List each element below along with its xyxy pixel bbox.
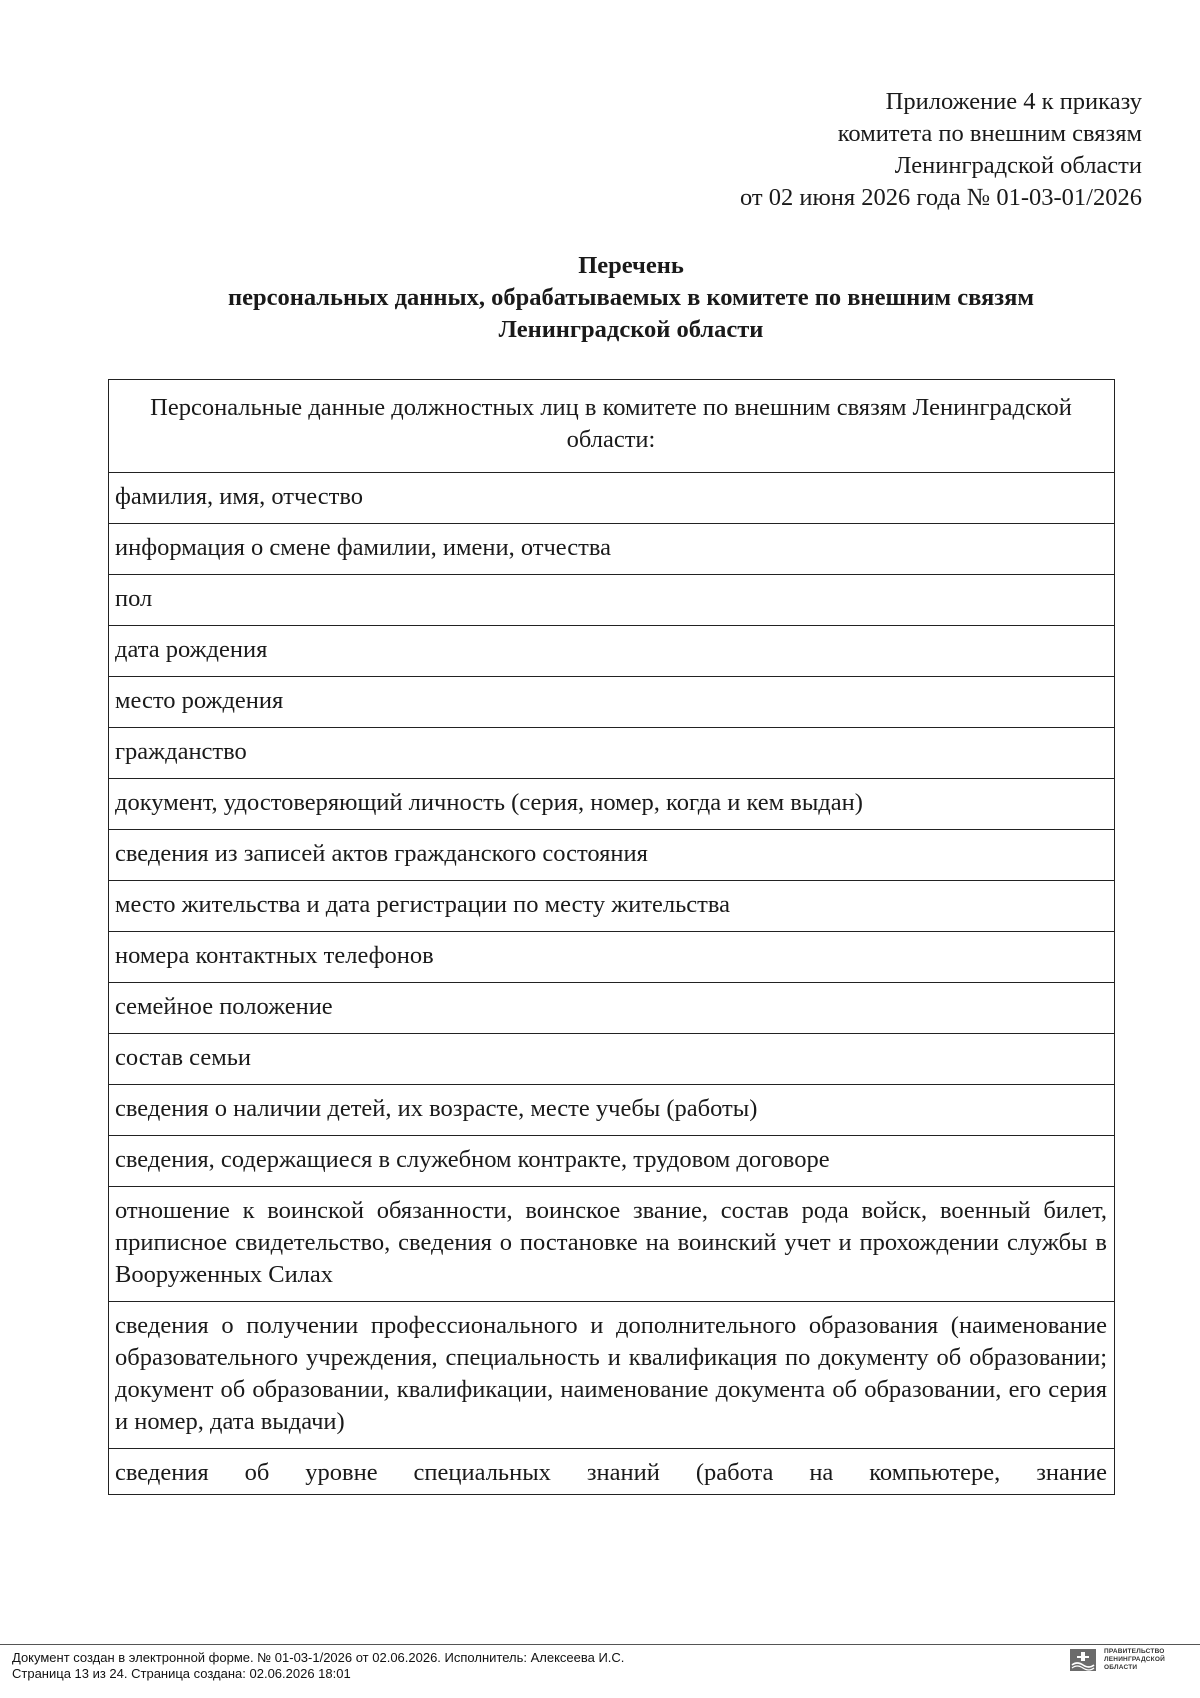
table-row xyxy=(109,779,1115,830)
table-row-partial xyxy=(109,1449,1115,1495)
table-cell: сведения о получении профессионального и дополнительного образования (наименование образовательного учреждения, специальность и квалификация по документу об образовании; документ об образовании, квалификации, наименование документа об образовании, его серия и номер, дата выдачи) xyxy=(109,1302,1115,1449)
coat-of-arms-icon xyxy=(1070,1649,1096,1671)
footer-line-1: Документ создан в электронной форме. № 01-03-1/2026 от 02.06.2026. Исполнитель: Алексеева И.С. xyxy=(12,1650,625,1665)
table-cell: место рождения xyxy=(109,677,1115,728)
table-row xyxy=(109,1187,1115,1302)
approval-line: комитета по внешним связям xyxy=(837,120,1142,147)
logo-line: ЛЕНИНГРАДСКОЙ xyxy=(1104,1656,1165,1663)
title-line: персональных данных, обрабатываемых в комитете по внешним связям xyxy=(227,284,1035,311)
approval-line: от 02 июня 2026 года № 01-03-01/2026 xyxy=(739,184,1142,211)
table-cell-partial xyxy=(109,1449,1115,1495)
table-row xyxy=(109,728,1115,779)
table-row xyxy=(109,830,1115,881)
table-row xyxy=(109,932,1115,983)
table-cell: место жительства и дата регистрации по месту жительства xyxy=(109,881,1115,932)
government-logo-text xyxy=(1104,1648,1165,1672)
table-row xyxy=(109,983,1115,1034)
table-cell-partial-text: сведения об уровне специальных знаний (работа на компьютере, знание xyxy=(115,1459,1107,1486)
table-row xyxy=(109,1034,1115,1085)
table-cell: номера контактных телефонов xyxy=(109,932,1115,983)
table-cell: документ, удостоверяющий личность (серия, номер, когда и кем выдан) xyxy=(109,779,1115,830)
table-cell: сведения о наличии детей, их возрасте, месте учебы (работы) xyxy=(109,1085,1115,1136)
table-cell: сведения, содержащиеся в служебном контракте, трудовом договоре xyxy=(109,1136,1115,1187)
document-footer xyxy=(12,1650,624,1682)
document-title xyxy=(0,250,1200,346)
government-logo xyxy=(1070,1648,1165,1672)
logo-line: ОБЛАСТИ xyxy=(1104,1664,1138,1671)
logo-line: ПРАВИТЕЛЬСТВО xyxy=(1104,1648,1165,1655)
table-row xyxy=(109,1085,1115,1136)
footer-divider xyxy=(0,1644,1200,1645)
approval-line: Приложение 4 к приказу xyxy=(885,88,1142,115)
table-cell: состав семьи xyxy=(109,1034,1115,1085)
table-row xyxy=(109,677,1115,728)
table-row xyxy=(109,575,1115,626)
table-row xyxy=(109,473,1115,524)
table-row xyxy=(109,524,1115,575)
table-header-row xyxy=(109,380,1115,473)
table-row xyxy=(109,881,1115,932)
table-cell: информация о смене фамилии, имени, отчества xyxy=(109,524,1115,575)
table-cell: отношение к воинской обязанности, воинское звание, состав рода войск, военный билет, приписное свидетельство, сведения о постановке на воинский учет и прохождении службы в Вооруженных Силах xyxy=(109,1187,1115,1302)
table-cell: сведения из записей актов гражданского состояния xyxy=(109,830,1115,881)
table-row xyxy=(109,1136,1115,1187)
title-line: Ленинградской области xyxy=(498,316,764,343)
table-row xyxy=(109,626,1115,677)
table-cell: гражданство xyxy=(109,728,1115,779)
table-header-cell: Персональные данные должностных лиц в комитете по внешним связям Ленинградской области: xyxy=(109,380,1115,473)
table-cell: дата рождения xyxy=(109,626,1115,677)
table-cell: семейное положение xyxy=(109,983,1115,1034)
table-cell: фамилия, имя, отчество xyxy=(109,473,1115,524)
table-cell: пол xyxy=(109,575,1115,626)
title-line: Перечень xyxy=(578,252,684,279)
approval-line: Ленинградской области xyxy=(894,152,1142,179)
personal-data-table xyxy=(108,379,1115,1495)
approval-block xyxy=(740,86,1142,214)
table-row xyxy=(109,1302,1115,1449)
footer-line-2: Страница 13 из 24. Страница создана: 02.06.2026 18:01 xyxy=(12,1666,351,1681)
